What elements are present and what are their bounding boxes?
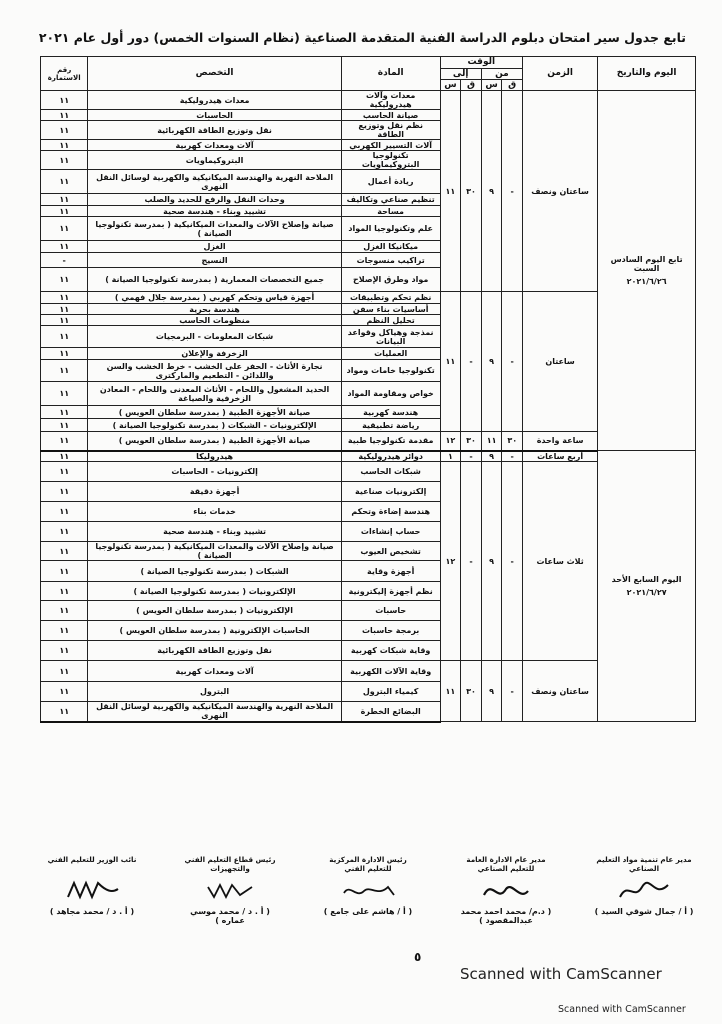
specialization-cell: آلات ومعدات كهربية bbox=[88, 661, 341, 682]
subject-cell: هندسة كهربية bbox=[341, 406, 440, 419]
header-to-hour: س bbox=[440, 80, 461, 91]
specialization-cell: هندسة بحرية bbox=[88, 304, 341, 315]
from-hour-cell: ٩ bbox=[481, 91, 502, 292]
subject-cell: تنظيم صناعي وتكاليف bbox=[341, 194, 440, 206]
to-minute-cell: ٣٠ bbox=[461, 91, 482, 292]
header-to-minute: ق bbox=[461, 80, 482, 91]
subject-cell: آلات التسيير الكهربي bbox=[341, 140, 440, 151]
specialization-cell: البترول bbox=[88, 682, 341, 702]
form-number-cell: ١١ bbox=[41, 241, 88, 253]
form-number-cell: ١١ bbox=[41, 502, 88, 522]
specialization-cell: أجهزة دقيقة bbox=[88, 482, 341, 502]
subject-cell: نمذجة وهياكل وقواعد البيانات bbox=[341, 326, 440, 348]
form-number-cell: ١١ bbox=[41, 194, 88, 206]
subject-cell: هندسة إضاءة وتحكم bbox=[341, 502, 440, 522]
specialization-cell: الإلكترونيات - الشبكات ( بمدرسة تكنولوجيا الصيانة ) bbox=[88, 419, 341, 432]
to-hour-cell: ١ bbox=[440, 451, 461, 462]
subject-cell: معدات وآلات هيدروليكية bbox=[341, 91, 440, 110]
camscanner-watermark: Scanned with CamScanner bbox=[460, 965, 662, 983]
specialization-cell: أجهزة قياس وتحكم كهربي ( بمدرسة جلال فهمي ) bbox=[88, 292, 341, 304]
form-number-cell: ١١ bbox=[41, 482, 88, 502]
form-number-cell: ١١ bbox=[41, 561, 88, 582]
handwritten-signature bbox=[338, 877, 398, 905]
form-number-cell: ١١ bbox=[41, 170, 88, 194]
to-hour-cell: ١١ bbox=[440, 292, 461, 432]
form-number-cell: ١١ bbox=[41, 641, 88, 661]
subject-cell: البضائع الخطرة bbox=[341, 702, 440, 722]
from-minute-cell: - bbox=[502, 292, 523, 432]
exam-schedule-table bbox=[40, 56, 696, 723]
specialization-cell: الحديد المشغول واللحام - الأثاث المعدنى واللحام - المعادن الزخرفية والصياغة bbox=[88, 382, 341, 406]
duration-cell: ساعتان ونصف bbox=[523, 91, 598, 292]
signature-block bbox=[178, 855, 282, 925]
day-date: ٢٠٢١/٦/٢٦ bbox=[626, 277, 667, 286]
specialization-cell: الإلكترونيات ( بمدرسة تكنولوجيا الصيانة ) bbox=[88, 582, 341, 601]
to-minute-cell: ٣٠ bbox=[461, 661, 482, 722]
subject-cell: مساحة bbox=[341, 206, 440, 217]
form-number-cell: ١١ bbox=[41, 268, 88, 292]
subject-cell: نظم تحكم وتطبيقات bbox=[341, 292, 440, 304]
from-hour-cell: ٩ bbox=[481, 292, 502, 432]
specialization-cell: جميع التخصصات المعمارية ( بمدرسة تكنولوجيا الصيانة ) bbox=[88, 268, 341, 292]
day-date: ٢٠٢١/٦/٢٧ bbox=[626, 588, 667, 597]
duration-cell: ساعتان ونصف bbox=[523, 661, 598, 722]
table-row bbox=[41, 451, 696, 462]
to-minute-cell: - bbox=[461, 451, 482, 462]
from-minute-cell: ٣٠ bbox=[502, 432, 523, 451]
header-duration: الزمن bbox=[523, 57, 598, 91]
subject-cell: رياضة تطبيقية bbox=[341, 419, 440, 432]
handwritten-signature bbox=[62, 877, 122, 905]
form-number-cell: ١١ bbox=[41, 315, 88, 326]
header-from: من bbox=[481, 69, 522, 80]
subject-cell: خواص ومقاومة المواد bbox=[341, 382, 440, 406]
page-number: ٥ bbox=[414, 950, 422, 964]
subject-cell: نظم أجهزة إليكترونية bbox=[341, 582, 440, 601]
handwritten-signature bbox=[476, 877, 536, 905]
form-number-cell: ١١ bbox=[41, 304, 88, 315]
to-hour-cell: ١١ bbox=[440, 91, 461, 292]
table-row bbox=[41, 432, 696, 451]
specialization-cell: النسيج bbox=[88, 253, 341, 268]
specialization-cell: منظومات الحاسب bbox=[88, 315, 341, 326]
form-number-cell: ١١ bbox=[41, 382, 88, 406]
form-number-cell: ١١ bbox=[41, 151, 88, 170]
signature-name: ( أ . د / محمد موسي عماره ) bbox=[190, 907, 270, 925]
form-number-cell: ١١ bbox=[41, 360, 88, 382]
form-number-cell: ١١ bbox=[41, 661, 88, 682]
subject-cell: وقاية شبكات كهربية bbox=[341, 641, 440, 661]
signature-name: ( أ / جمال شوقي السيد ) bbox=[594, 907, 694, 916]
specialization-cell: البتروكيماويات bbox=[88, 151, 341, 170]
specialization-cell: نقل وتوزيع الطاقة الكهربائية bbox=[88, 641, 341, 661]
from-hour-cell: ٩ bbox=[481, 451, 502, 462]
subject-cell: أجهزة وقاية bbox=[341, 561, 440, 582]
specialization-cell: معدات هيدروليكية bbox=[88, 91, 341, 110]
specialization-cell: تشييد وبناء - هندسة صحية bbox=[88, 206, 341, 217]
specialization-cell: صيانة وإصلاح الآلات والمعدات الميكانيكية ( بمدرسة تكنولوجيا الصيانة ) bbox=[88, 542, 341, 561]
subject-cell: العمليات bbox=[341, 348, 440, 360]
from-minute-cell: - bbox=[502, 661, 523, 722]
to-minute-cell: - bbox=[461, 292, 482, 432]
specialization-cell: آلات ومعدات كهربية bbox=[88, 140, 341, 151]
signature-name: ( د.م/ محمد احمد محمد عبدالمقصود ) bbox=[460, 907, 552, 925]
subject-cell: حاسبات bbox=[341, 601, 440, 621]
duration-cell: ثلاث ساعات bbox=[523, 462, 598, 661]
specialization-cell: خدمات بناء bbox=[88, 502, 341, 522]
specialization-cell: تشييد وبناء - هندسة صحية bbox=[88, 522, 341, 542]
subject-cell: أساسيات بناء سفن bbox=[341, 304, 440, 315]
specialization-cell: صيانة الأجهزة الطبية ( بمدرسة سلطان العويس ) bbox=[88, 406, 341, 419]
form-number-cell: ١١ bbox=[41, 522, 88, 542]
header-form-no: رقم الاستمارة bbox=[41, 57, 88, 91]
subject-cell: نظم نقل وتوزيع الطاقة bbox=[341, 121, 440, 140]
header-time: الوقت bbox=[440, 57, 522, 69]
specialization-cell: شبكات المعلومات - البرمجيات bbox=[88, 326, 341, 348]
subject-cell: كيمياء البترول bbox=[341, 682, 440, 702]
day-label: اليوم السابع الأحد bbox=[611, 575, 682, 584]
subject-cell: تكنولوجيا خامات ومواد bbox=[341, 360, 440, 382]
form-number-cell: ١١ bbox=[41, 682, 88, 702]
form-number-cell: ١١ bbox=[41, 326, 88, 348]
table-row bbox=[41, 462, 696, 482]
header-specialization: التخصص bbox=[88, 57, 341, 91]
form-number-cell: ١١ bbox=[41, 406, 88, 419]
subject-cell: ميكانيكا الغزل bbox=[341, 241, 440, 253]
from-hour-cell: ١١ bbox=[481, 432, 502, 451]
subject-cell: مواد وطرق الإصلاح bbox=[341, 268, 440, 292]
to-minute-cell: - bbox=[461, 462, 482, 661]
to-hour-cell: ١٢ bbox=[440, 432, 461, 451]
from-minute-cell: - bbox=[502, 451, 523, 462]
form-number-cell: ١١ bbox=[41, 702, 88, 722]
specialization-cell: صيانة الأجهزة الطبية ( بمدرسة سلطان العويس ) bbox=[88, 432, 341, 451]
subject-cell: علم وتكنولوجيا المواد bbox=[341, 217, 440, 241]
signature-role: مدير عام الادارة العامة للتعليم الصناعي bbox=[466, 855, 546, 873]
signature-block bbox=[316, 855, 420, 925]
header-from-minute: ق bbox=[502, 80, 523, 91]
duration-cell: أربع ساعات bbox=[523, 451, 598, 462]
form-number-cell: ١١ bbox=[41, 91, 88, 110]
form-number-cell: ١١ bbox=[41, 348, 88, 360]
form-number-cell: ١١ bbox=[41, 217, 88, 241]
form-number-cell: ١١ bbox=[41, 140, 88, 151]
day-cell bbox=[598, 451, 696, 722]
signature-role: رئيس الادارة المركزية للتعليم الفني bbox=[329, 855, 407, 873]
form-number-cell: ١١ bbox=[41, 601, 88, 621]
from-hour-cell: ٩ bbox=[481, 661, 502, 722]
signatures bbox=[40, 855, 696, 925]
handwritten-signature bbox=[614, 877, 674, 905]
form-number-cell: ١١ bbox=[41, 582, 88, 601]
duration-cell: ساعتان bbox=[523, 292, 598, 432]
subject-cell: مقدمة تكنولوجيا طبية bbox=[341, 432, 440, 451]
specialization-cell: نجارة الأثاث - الحفر على الخشب - خرط الخشب والسن واللدائن - التطعيم والماركترى bbox=[88, 360, 341, 382]
signature-block bbox=[40, 855, 144, 925]
specialization-cell: الحاسبات الإلكترونية ( بمدرسة سلطان العويس ) bbox=[88, 621, 341, 641]
form-number-cell: - bbox=[41, 253, 88, 268]
specialization-cell: الحاسبات bbox=[88, 110, 341, 121]
form-number-cell: ١١ bbox=[41, 451, 88, 462]
form-number-cell: ١١ bbox=[41, 292, 88, 304]
duration-cell: ساعة واحدة bbox=[523, 432, 598, 451]
header-subject: المادة bbox=[341, 57, 440, 91]
specialization-cell: هيدروليكا bbox=[88, 451, 341, 462]
from-minute-cell: - bbox=[502, 462, 523, 661]
day-cell bbox=[598, 91, 696, 451]
subject-cell: تراكيب منسوجات bbox=[341, 253, 440, 268]
specialization-cell: الشبكات ( بمدرسة تكنولوجيا الصيانة ) bbox=[88, 561, 341, 582]
form-number-cell: ١١ bbox=[41, 462, 88, 482]
signature-role: رئيس قطاع التعليم الفني والتجهيزات bbox=[184, 855, 276, 873]
subject-cell: وقاية الآلات الكهربية bbox=[341, 661, 440, 682]
specialization-cell: إلكترونيات - الحاسبات bbox=[88, 462, 341, 482]
form-number-cell: ١١ bbox=[41, 621, 88, 641]
form-number-cell: ١١ bbox=[41, 419, 88, 432]
to-hour-cell: ١١ bbox=[440, 661, 461, 722]
specialization-cell: الإلكترونيات ( بمدرسة سلطان العويس ) bbox=[88, 601, 341, 621]
signature-role: نائب الوزير للتعليم الفني bbox=[47, 855, 137, 864]
page-title: تابع جدول سير امتحان دبلوم الدراسة الفنية المتقدمة الصناعية (نظام السنوات الخمس) دور أول عام ٢٠٢١ bbox=[38, 30, 686, 45]
form-number-cell: ١١ bbox=[41, 121, 88, 140]
specialization-cell: وحدات النقل والرفع للحديد والصلب bbox=[88, 194, 341, 206]
specialization-cell: الغزل bbox=[88, 241, 341, 253]
specialization-cell: صيانة وإصلاح الآلات والمعدات الميكانيكية ( بمدرسة تكنولوجيا الصيانة ) bbox=[88, 217, 341, 241]
form-number-cell: ١١ bbox=[41, 206, 88, 217]
signature-block bbox=[454, 855, 558, 925]
to-hour-cell: ١٢ bbox=[440, 462, 461, 661]
camscanner-watermark-small: Scanned with CamScanner bbox=[558, 1004, 686, 1015]
subject-cell: شبكات الحاسب bbox=[341, 462, 440, 482]
subject-cell: صيانة الحاسب bbox=[341, 110, 440, 121]
subject-cell: برمجة حاسبات bbox=[341, 621, 440, 641]
handwritten-signature bbox=[200, 877, 260, 905]
from-hour-cell: ٩ bbox=[481, 462, 502, 661]
day-label: تابع اليوم السادس السبت bbox=[610, 255, 683, 273]
header-day-date: اليوم والتاريخ bbox=[598, 57, 696, 91]
signature-name: ( أ / هاشم على جامع ) bbox=[323, 907, 413, 916]
form-number-cell: ١١ bbox=[41, 542, 88, 561]
table-row bbox=[41, 661, 696, 682]
header-from-hour: س bbox=[481, 80, 502, 91]
specialization-cell: نقل وتوزيع الطاقة الكهربائية bbox=[88, 121, 341, 140]
to-minute-cell: ٣٠ bbox=[461, 432, 482, 451]
specialization-cell: الملاحة النهرية والهندسة الميكانيكية والكهربية لوسائل النقل النهرى bbox=[88, 702, 341, 722]
form-number-cell: ١١ bbox=[41, 432, 88, 451]
signature-block bbox=[592, 855, 696, 925]
table-row bbox=[41, 91, 696, 110]
table-row bbox=[41, 292, 696, 304]
form-number-cell: ١١ bbox=[41, 110, 88, 121]
specialization-cell: الملاحة النهرية والهندسة الميكانيكية والكهربية لوسائل النقل النهرى bbox=[88, 170, 341, 194]
subject-cell: تشخيص العيوب bbox=[341, 542, 440, 561]
signature-name: ( أ . د / محمد مجاهد ) bbox=[49, 907, 135, 916]
specialization-cell: الزخرفة والإعلان bbox=[88, 348, 341, 360]
signature-role: مدير عام تنمية مواد التعليم الصناعي bbox=[596, 855, 692, 873]
subject-cell: دوائر هيدروليكية bbox=[341, 451, 440, 462]
subject-cell: تكنولوجيا البتروكيماويات bbox=[341, 151, 440, 170]
subject-cell: إلكترونيات صناعية bbox=[341, 482, 440, 502]
header-to: إلى bbox=[440, 69, 481, 80]
subject-cell: ريادة أعمال bbox=[341, 170, 440, 194]
from-minute-cell: - bbox=[502, 91, 523, 292]
subject-cell: حساب إنشاءات bbox=[341, 522, 440, 542]
subject-cell: تحليل النظم bbox=[341, 315, 440, 326]
